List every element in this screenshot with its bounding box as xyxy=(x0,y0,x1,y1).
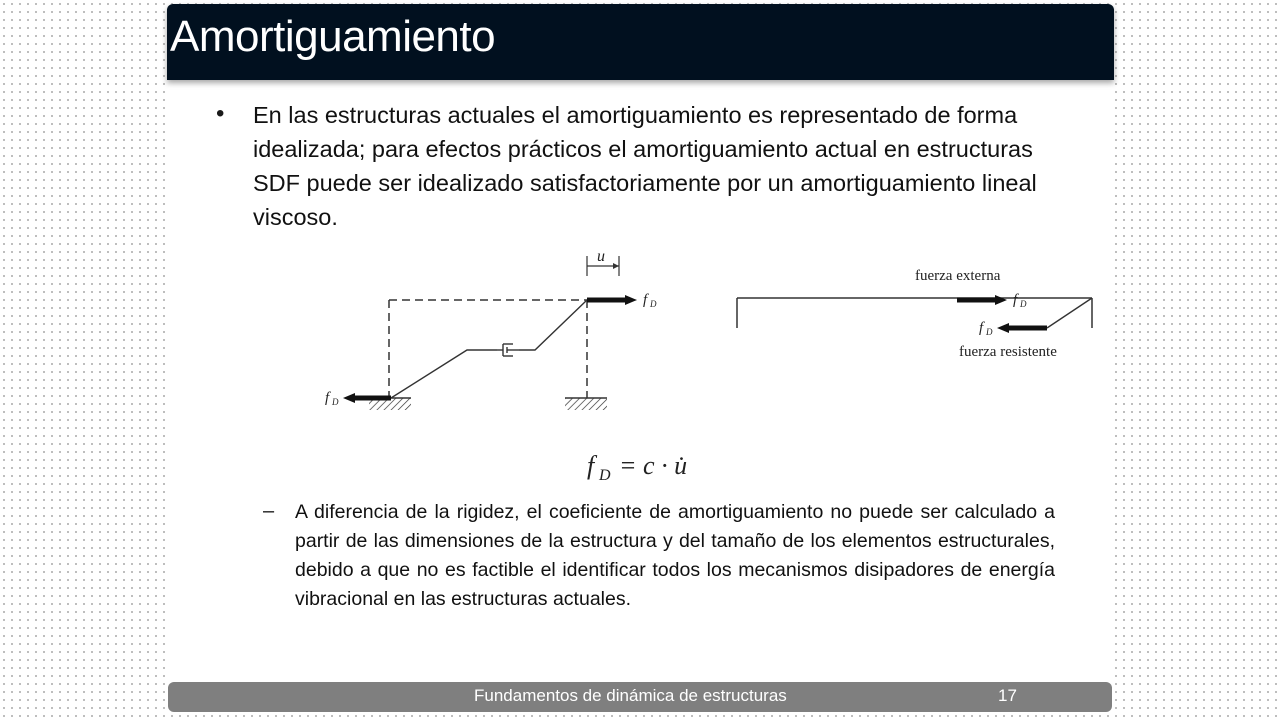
slide xyxy=(167,4,1114,714)
footer-course-title: Fundamentos de dinámica de estructuras xyxy=(474,686,787,705)
damping-equation xyxy=(587,451,687,484)
sub-bullet-marker: – xyxy=(263,500,275,522)
resisting-force-subscript: D xyxy=(986,327,993,337)
resisting-force-symbol: f xyxy=(979,320,984,336)
frame-structure xyxy=(325,248,657,410)
damper-symbol xyxy=(497,344,519,356)
title-bar xyxy=(167,4,1114,80)
resisting-force-label: fuerza resistente xyxy=(959,344,1057,360)
sub-bullet-text: A diferencia de la rigidez, el coeficiente de amortiguamiento no puede ser calculado a partir de las dimensiones de la estructura y del tamaño de los elementos estructurales, debido a que no es factible el identificar todos los mecanismos disipadores de energía vibracional en las estructuras actuales. xyxy=(295,501,1055,610)
free-body-diagram xyxy=(737,268,1092,360)
footer-bar xyxy=(168,682,1112,712)
top-force-subscript: D xyxy=(650,299,657,309)
brace-lower xyxy=(391,350,497,398)
bullet-text: En las estructuras actuales el amortiguamiento es representado de forma idealizada; para efectos prácticos el amortiguamiento actual en estructuras SDF puede ser idealizado satisfactoriamente por un amortiguamiento lineal viscoso. xyxy=(253,102,1037,230)
displacement-label: u xyxy=(597,248,605,265)
external-force-label: fuerza externa xyxy=(915,268,1001,284)
equation-lhs: f xyxy=(587,451,595,480)
slide-title: Amortiguamiento xyxy=(170,12,496,61)
right-support-hatch xyxy=(565,398,607,410)
bullet-marker: • xyxy=(216,100,225,127)
base-force-subscript: D xyxy=(332,397,339,407)
external-force-symbol: f xyxy=(1013,292,1018,308)
base-force-symbol: f xyxy=(325,390,330,406)
external-force-subscript: D xyxy=(1020,299,1027,309)
damping-diagram xyxy=(307,246,1057,486)
page-number: 17 xyxy=(998,686,1017,705)
equation-subscript: D xyxy=(599,467,611,484)
equation-rhs: = c · u̇ xyxy=(619,451,688,480)
brace-upper xyxy=(519,300,587,350)
top-force-symbol: f xyxy=(643,292,648,308)
